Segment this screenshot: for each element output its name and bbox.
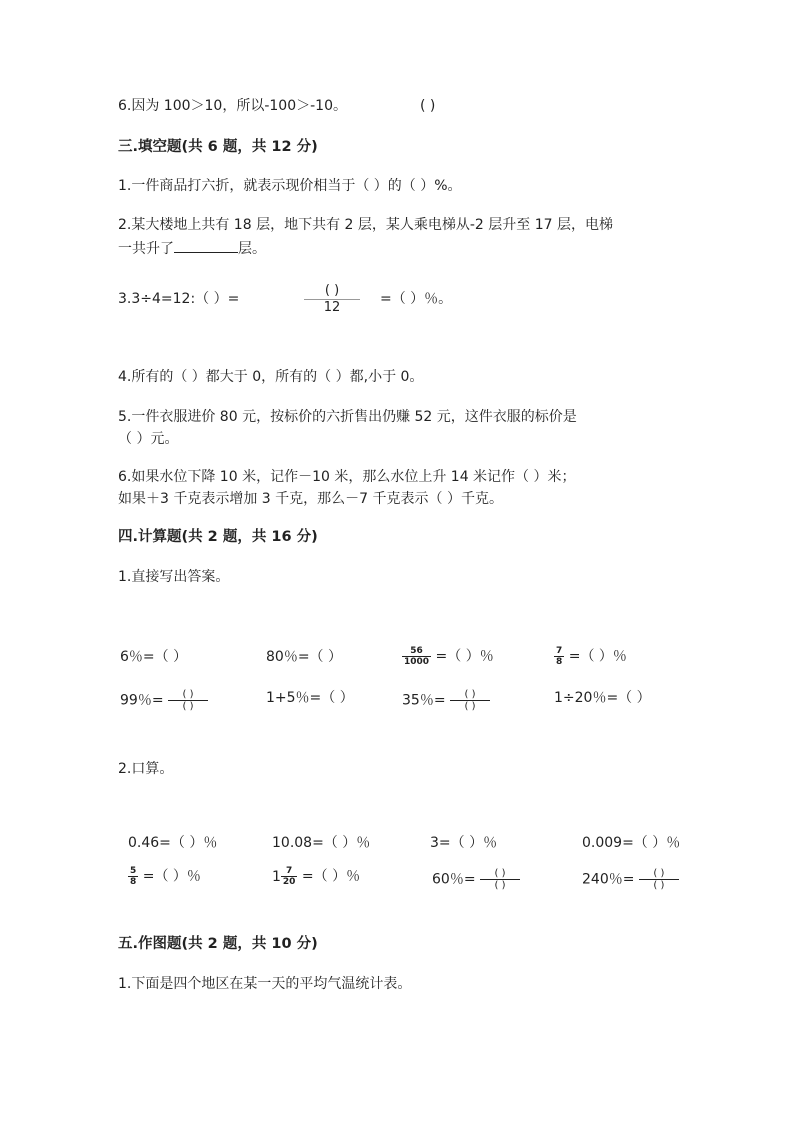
calc-item-1-3 — [402, 646, 494, 667]
fill-question-5-line-2: （ ）元。 — [118, 431, 179, 447]
fraction-denominator: ( ) — [494, 880, 506, 891]
judge-question-6-text: 6.因为 100＞10，所以-100＞-10。 — [118, 98, 347, 114]
calc-item-1-1: 6％=（ ） — [120, 649, 188, 665]
calc-item-2-3 — [402, 689, 490, 712]
fraction-denominator: ( ) — [464, 701, 476, 712]
section-3-heading: 三.填空题(共 6 题，共 12 分) — [118, 139, 318, 155]
fraction-denominator: ( ) — [182, 701, 194, 712]
calc-item-1-2: 80％=（ ） — [266, 649, 342, 665]
fraction-denominator: 1000 — [404, 657, 430, 667]
fill-question-3-suffix: =（ ）％。 — [380, 291, 453, 307]
judge-question-6-answer-paren: ( ) — [420, 98, 436, 114]
mixed-number-whole: 1 — [272, 868, 281, 885]
fraction-numerator: 56 — [402, 646, 431, 657]
fraction-numerator: ( ) — [168, 689, 208, 701]
section-5-heading: 五.作图题(共 2 题，共 10 分) — [118, 936, 318, 952]
fraction-numerator: ( ) — [480, 868, 520, 880]
calc-item-4-1 — [128, 866, 201, 887]
calc-item-4-4-prefix: 240％= — [582, 871, 635, 888]
fill-question-5-line-1: 5.一件衣服进价 80 元，按标价的六折售出仍赚 52 元，这件衣服的标价是 — [118, 409, 577, 425]
section-4-heading: 四.计算题(共 2 题，共 16 分) — [118, 529, 318, 545]
calc-item-4-2-suffix: =（ ）％ — [301, 868, 361, 885]
calc-item-4-1-suffix: =（ ）％ — [142, 868, 201, 885]
fraction-numerator: 7 — [556, 646, 563, 656]
calc-item-1-4-suffix: =（ ）％ — [568, 648, 627, 665]
fill-question-6-line-2: 如果＋3 千克表示增加 3 千克，那么－7 千克表示（ ）千克。 — [118, 491, 503, 507]
fill-question-2-prefix: 一共升了 — [118, 241, 174, 257]
calc-item-2-1-fraction — [168, 689, 208, 712]
calc-item-1-3-fraction — [402, 646, 431, 667]
calc-item-2-1 — [120, 689, 208, 712]
fraction-denominator: 20 — [282, 877, 296, 887]
calc-item-3-3: 3=（ ）％ — [430, 835, 498, 851]
calc-item-1-4 — [554, 646, 627, 667]
calc-item-4-2 — [272, 866, 360, 887]
calc-item-2-1-prefix: 99％= — [120, 692, 164, 709]
calc-item-4-4 — [582, 868, 679, 891]
calc-item-4-2-fraction — [281, 866, 298, 887]
calc-item-4-3 — [432, 868, 520, 891]
calc-question-2: 2.口算。 — [118, 761, 174, 777]
fill-question-2-line-1: 2.某大楼地上共有 18 层，地下共有 2 层，某人乘电梯从-2 层升至 17 层，电梯 — [118, 217, 614, 233]
fraction-numerator: ( ) — [450, 689, 490, 701]
fraction-denominator: ( ) — [653, 880, 665, 891]
calc-item-4-4-fraction — [639, 868, 679, 891]
judge-question-6 — [118, 97, 347, 115]
fill-question-2-blank — [174, 238, 238, 253]
calc-item-1-4-fraction — [554, 646, 564, 667]
fraction-numerator: ( ) — [639, 868, 679, 880]
drawing-question-1: 1.下面是四个地区在某一天的平均气温统计表。 — [118, 976, 412, 992]
fraction-numerator: 7 — [281, 866, 298, 877]
calc-item-3-1: 0.46=（ ）％ — [128, 835, 218, 851]
fill-question-1: 1.一件商品打六折，就表示现价相当于（ ）的（ ）%。 — [118, 178, 462, 194]
calc-item-1-3-suffix: =（ ）％ — [435, 648, 494, 665]
fraction-denominator: 12 — [323, 300, 341, 315]
fill-question-6-line-1: 6.如果水位下降 10 米，记作－10 米，那么水位上升 14 米记作（ ）米； — [118, 469, 576, 485]
calc-item-4-1-fraction — [128, 866, 138, 887]
calc-item-4-3-prefix: 60％= — [432, 871, 476, 888]
calc-item-4-3-fraction — [480, 868, 520, 891]
calc-item-2-3-fraction — [450, 689, 490, 712]
calc-item-2-4: 1÷20％=（ ） — [554, 690, 651, 706]
calc-item-2-2: 1+5％=（ ） — [266, 690, 354, 706]
fill-question-3-fraction — [304, 283, 360, 316]
calc-item-2-3-prefix: 35％= — [402, 692, 446, 709]
fraction-numerator: 5 — [130, 866, 137, 876]
calc-item-3-4: 0.009=（ ）％ — [582, 835, 681, 851]
fill-question-4: 4.所有的（ ）都大于 0，所有的（ ）都,小于 0。 — [118, 369, 424, 385]
fill-question-2-suffix: 层。 — [238, 241, 266, 257]
calc-item-3-2: 10.08=（ ）％ — [272, 835, 371, 851]
fraction-denominator: 8 — [130, 877, 137, 887]
fill-question-3-prefix: 3.3÷4=12:（ ）= — [118, 291, 240, 307]
fraction-denominator: 8 — [556, 657, 563, 667]
calc-question-1: 1.直接写出答案。 — [118, 569, 230, 585]
fill-question-2-line-2 — [118, 238, 266, 258]
fraction-numerator: ( ) — [304, 283, 360, 300]
